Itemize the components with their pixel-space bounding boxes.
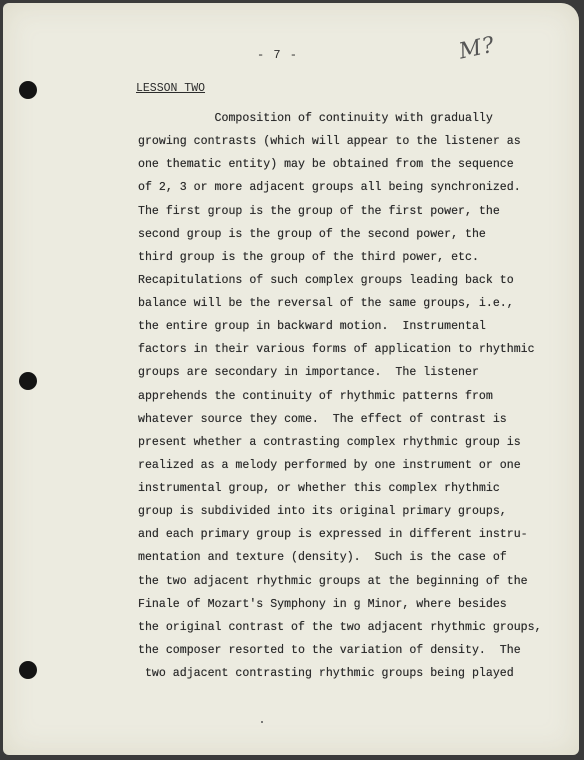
text-line: one thematic entity) may be obtained from the sequence xyxy=(138,158,514,172)
text-line: factors in their various forms of application to rhythmic xyxy=(138,343,535,357)
text-line: Composition of continuity with gradually xyxy=(138,112,493,125)
text-line: groups are secondary in importance. The listener xyxy=(138,366,479,380)
text-line: instrumental group, or whether this complex rhythmic xyxy=(138,482,500,495)
text-line: third group is the group of the third power, etc. xyxy=(138,250,479,264)
ink-speck xyxy=(261,721,263,723)
typewritten-page xyxy=(3,3,579,755)
text-line: the two adjacent rhythmic groups at the beginning of the xyxy=(138,574,528,588)
handwritten-annotation: M? xyxy=(456,32,498,65)
text-line: two adjacent contrasting rhythmic groups being played xyxy=(138,667,514,680)
binder-hole-middle xyxy=(19,372,37,390)
binder-hole-top xyxy=(19,81,37,99)
binder-hole-bottom xyxy=(19,661,37,679)
text-line: whatever source they come. The effect of contrast is xyxy=(138,412,507,426)
text-line: growing contrasts (which will appear to the listener as xyxy=(138,135,521,149)
text-line: group is subdivided into its original primary groups, xyxy=(138,505,507,519)
text-line: mentation and texture (density). Such is the case of xyxy=(138,551,507,565)
text-line: Recapitulations of such complex groups leading back to xyxy=(138,273,514,287)
text-line: balance will be the reversal of the same groups, i.e., xyxy=(138,297,514,310)
text-line: the original contrast of the two adjacent rhythmic groups, xyxy=(138,620,542,634)
text-line: the composer resorted to the variation of density. The xyxy=(138,643,521,657)
text-line: present whether a contrasting complex rhythmic group is xyxy=(138,435,521,449)
text-line: of 2, 3 or more adjacent groups all being synchronized. xyxy=(138,181,521,195)
text-line: and each primary group is expressed in different instru- xyxy=(138,528,528,542)
body-text xyxy=(138,111,558,689)
text-line: second group is the group of the second power, the xyxy=(138,227,486,241)
text-line: apprehends the continuity of rhythmic patterns from xyxy=(138,389,493,403)
lesson-heading: LESSON TWO xyxy=(136,82,206,95)
text-line: Finale of Mozart's Symphony in g Minor, where besides xyxy=(138,597,507,611)
text-line: The first group is the group of the first power, the xyxy=(138,204,500,218)
text-line: the entire group in backward motion. Instrumental xyxy=(138,320,486,334)
text-line: realized as a melody performed by one instrument or one xyxy=(138,458,521,472)
page-number: - 7 - xyxy=(257,48,299,62)
